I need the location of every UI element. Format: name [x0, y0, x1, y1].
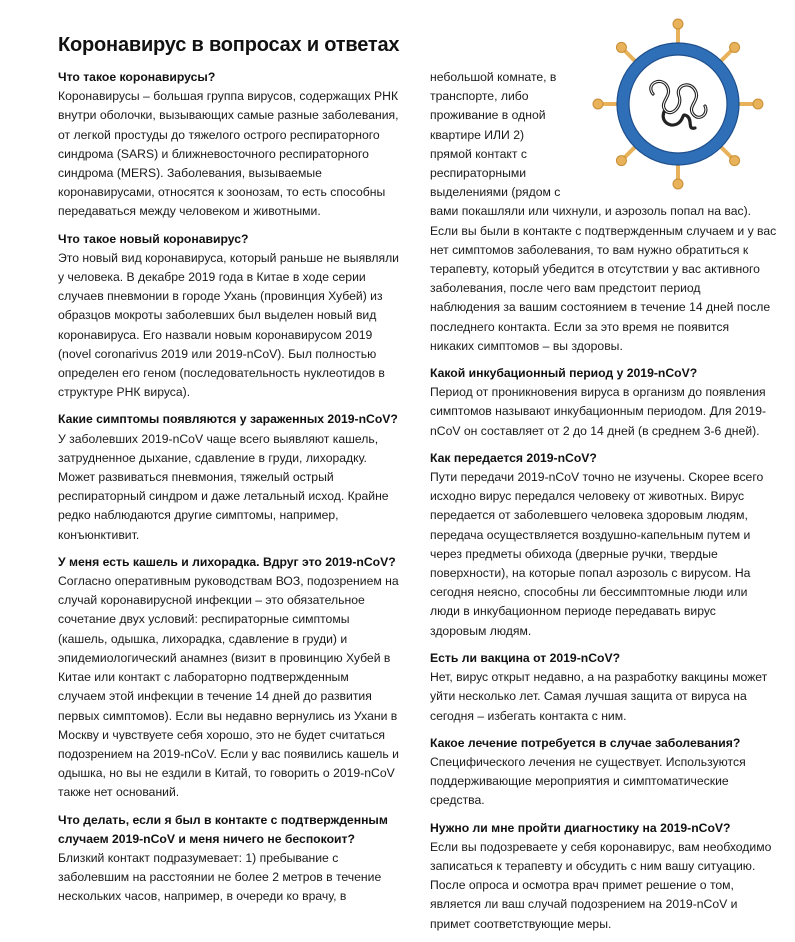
question-heading: Какое лечение потребуется в случае заболевания?: [430, 735, 741, 750]
answer-text: [58, 430, 403, 545]
text-line: квартире ИЛИ 2): [430, 127, 525, 142]
text-line: от легкой простуды до тяжелого острого респираторного: [58, 127, 380, 142]
text-line: Нет, вирус открыт недавно, а на разработку вакцины может: [430, 670, 768, 685]
text-line: первых симптомов). Если вы недавно вернулись из Ухани в: [58, 708, 398, 723]
qa-section: [430, 819, 780, 934]
text-line: сочетание двух условий: респираторные симптомы: [58, 612, 350, 627]
text-line: через предметы обихода (дверные ручки, твердые: [430, 546, 718, 561]
text-line: вами покашляли или чихнули, и аэрозоль попал на вас).: [430, 204, 752, 219]
text-line: синдрома (MERS). Заболевания, вызываемые: [58, 166, 322, 181]
text-line: у человека. В декабре 2019 года в Китае в ходе серии: [58, 270, 366, 285]
answer-text: [430, 838, 780, 934]
text-line: nCoV он составляет от 2 до 14 дней (в среднем 3-6 дней).: [430, 423, 760, 438]
answer-text: [430, 668, 780, 726]
qa-section: [430, 364, 780, 441]
text-line: внутри оболочки, вызывающих самые разные заболевания,: [58, 108, 399, 123]
answer-text: [58, 87, 403, 221]
text-line: также нет оснований.: [58, 785, 180, 800]
virus-spike-head: [616, 42, 626, 52]
text-line: случаем этой инфекции в течение 14 дней до развития: [58, 689, 372, 704]
text-line: никаких симптомов – вы здоровы.: [430, 338, 623, 353]
text-line: затрудненное дыхание, сдавление в груди, лихорадку.: [58, 450, 367, 465]
text-line: эпидемиологический анамнез (визит в провинцию Хубей в: [58, 650, 391, 665]
text-line: подозрением на 2019-nCoV. Если у вас появились кашель и: [58, 746, 399, 761]
text-line: небольшой комнате, в: [430, 70, 557, 84]
text-line: проживание в одной: [430, 108, 546, 123]
text-line: терапевту, который убедится в отсутствии у вас активного: [430, 262, 760, 277]
text-line: Близкий контакт подразумевает: 1) пребывание с: [58, 850, 339, 865]
text-line: коронавируса. Его назвали новым коронавирусом 2019: [58, 327, 373, 342]
question-heading: Какой инкубационный период у 2019-nCoV?: [430, 366, 698, 381]
continuation-narrow-text: [430, 68, 578, 202]
virus-spike-head: [673, 19, 683, 29]
question-heading: Что такое новый коронавирус?: [58, 231, 249, 246]
answer-text: [58, 249, 403, 403]
text-line: После опроса и осмотра врач примет решение о том,: [430, 878, 734, 893]
text-line: нет симптомов заболевания, то вам нужно обратиться к: [430, 242, 749, 257]
text-line: респираторный синдром и даже летальный исход. Крайне: [58, 489, 389, 504]
text-line: конъюнктивит.: [58, 527, 140, 542]
text-line: заболевания, после чего вам предстоит период: [430, 281, 701, 296]
text-line: здоровым людям.: [430, 623, 532, 638]
text-line: Может развиваться пневмония, тяжелый острый: [58, 470, 334, 485]
text-line: Согласно оперативным руководствам ВОЗ, подозрением на: [58, 574, 399, 589]
question-heading: Что такое коронавирусы?: [58, 70, 216, 84]
text-line: случаев пневмонии в городе Ухань (провинция Хубей) из: [58, 289, 383, 304]
answer-text: [430, 753, 780, 811]
text-line: поддерживающие мероприятия и симптоматические: [430, 774, 729, 789]
text-line: люди в инкубационном периоде передавать вирус: [430, 604, 716, 619]
text-line: Что делать, если я был в контакте с подтвержденным: [58, 812, 388, 827]
qa-section: [430, 649, 780, 726]
text-line: поверхности), на которые попал аэрозоль с вирусом. На: [430, 566, 751, 581]
text-line: Если вы подозреваете у себя коронавирус, вам необходимо: [430, 839, 772, 854]
qa-section: [430, 449, 780, 641]
text-line: является ли ваш случай подозрением на 2019-nCoV и: [430, 897, 738, 912]
text-line: редко наблюдаются другие симптомы, например,: [58, 508, 339, 523]
text-line: одышка, но вы не ездили в Китай, то говорить о 2019-nCoV: [58, 766, 395, 781]
text-line: выделениями (рядом с: [430, 185, 561, 200]
text-line: средства.: [430, 793, 485, 808]
text-line: исходно вирус передался человеку от животных. Вирус: [430, 489, 745, 504]
text-line: передача осуществляется воздушно-капельным путем и: [430, 527, 751, 542]
right-sections: [430, 364, 780, 934]
text-line: примет соответствующие меры.: [430, 916, 612, 931]
text-line: передается от заболевшего человека здоровым людям,: [430, 508, 748, 523]
text-line: уйти несколько лет. Самая лучшая защита от вируса на: [430, 689, 747, 704]
right-column: [430, 68, 780, 942]
text-line: Пути передачи 2019-nCoV точно не изучены. Скорее всего: [430, 470, 764, 485]
question-heading: Как передается 2019-nCoV?: [430, 450, 597, 465]
text-line: Специфического лечения не существует. Используются: [430, 754, 746, 769]
virus-spike-stem: [624, 50, 635, 61]
qa-section: [58, 68, 403, 222]
text-line: У заболевших 2019-nCoV чаще всего выявляют кашель,: [58, 431, 379, 446]
qa-section: [430, 734, 780, 811]
text-line: Коронавирусы – большая группа вирусов, содержащих РНК: [58, 89, 399, 104]
text-line: (novel coronarivus 2019 или 2019-nCoV). Был полностью: [58, 346, 377, 361]
text-line: заболевшим на расстоянии не более 2 метров в течение: [58, 870, 382, 885]
text-line: наблюдения за вашим состоянием в течение 14 дней после: [430, 300, 771, 315]
text-line: Период от проникновения вируса в организм до появления: [430, 385, 766, 400]
text-line: транспорте, либо: [430, 89, 529, 104]
virus-spike-stem: [720, 50, 731, 61]
text-line: (кашель, одышка, лихорадка, сдавление в груди) и: [58, 631, 348, 646]
answer-text: [58, 572, 403, 802]
page-title: Коронавирус в вопросах и ответах: [58, 34, 400, 56]
text-line: респираторными: [430, 166, 527, 181]
text-line: сегодня неясно, способны ли бессимптомные люди или: [430, 585, 748, 600]
text-line: записаться к терапевту и обсудить с ним вашу ситуацию.: [430, 858, 756, 873]
question-heading: Какие симптомы появляются у зараженных 2019-nCoV?: [58, 412, 398, 427]
text-line: Китае или контакт с лабораторно подтвержденным: [58, 670, 349, 685]
question-heading: Нужно ли мне пройти диагностику на 2019-nCoV?: [430, 820, 731, 835]
qa-section: [58, 553, 403, 803]
text-line: определен его геном (последовательность нуклеотидов в: [58, 366, 385, 381]
text-line: Это новый вид коронавируса, который раньше не выявляли: [58, 250, 399, 265]
text-line: Если вы были в контакте с подтвержденным случаем и у вас: [430, 223, 777, 238]
text-line: сегодня – избегать контакта с ним.: [430, 708, 627, 723]
text-line: образцов мокроты заболевших был выделен новый вид: [58, 308, 377, 323]
text-line: последнего контакта. Если за это время не появится: [430, 319, 730, 334]
qa-section: [58, 230, 403, 403]
text-line: структуре РНК вируса).: [58, 385, 191, 400]
question-heading: [58, 811, 403, 849]
text-line: передаваться между человеком и животными.: [58, 204, 321, 219]
qa-section: [58, 410, 403, 544]
text-line: симптомов называют инкубационным периодом. Для 2019-: [430, 404, 767, 419]
virus-spike-head: [730, 42, 740, 52]
question-heading: У меня есть кашель и лихорадка. Вдруг это 2019-nCoV?: [58, 554, 396, 569]
text-line: синдрома (SARS) и ближневосточного респираторного: [58, 146, 369, 161]
text-line: прямой контакт с: [430, 146, 527, 161]
text-line: случай коронавирусной инфекции – это обязательное: [58, 593, 365, 608]
question-heading: Есть ли вакцина от 2019-nCoV?: [430, 650, 621, 665]
qa-section: [58, 811, 403, 907]
continuation-block: [430, 68, 780, 356]
answer-text: [430, 468, 780, 641]
text-line: Москву и чувствуете себя хорошо, это не будет считаться: [58, 727, 386, 742]
answer-text: [430, 383, 780, 441]
continuation-wide-text: [430, 202, 780, 356]
left-column: [58, 68, 403, 915]
text-line: случаем 2019-nCoV и меня ничего не беспокоит?: [58, 831, 355, 846]
text-line: нескольких часов, например, в очереди ко врачу, в: [58, 889, 347, 904]
text-line: коронавирусами, относятся к зоонозам, то есть способны: [58, 185, 386, 200]
answer-text: [58, 849, 403, 907]
